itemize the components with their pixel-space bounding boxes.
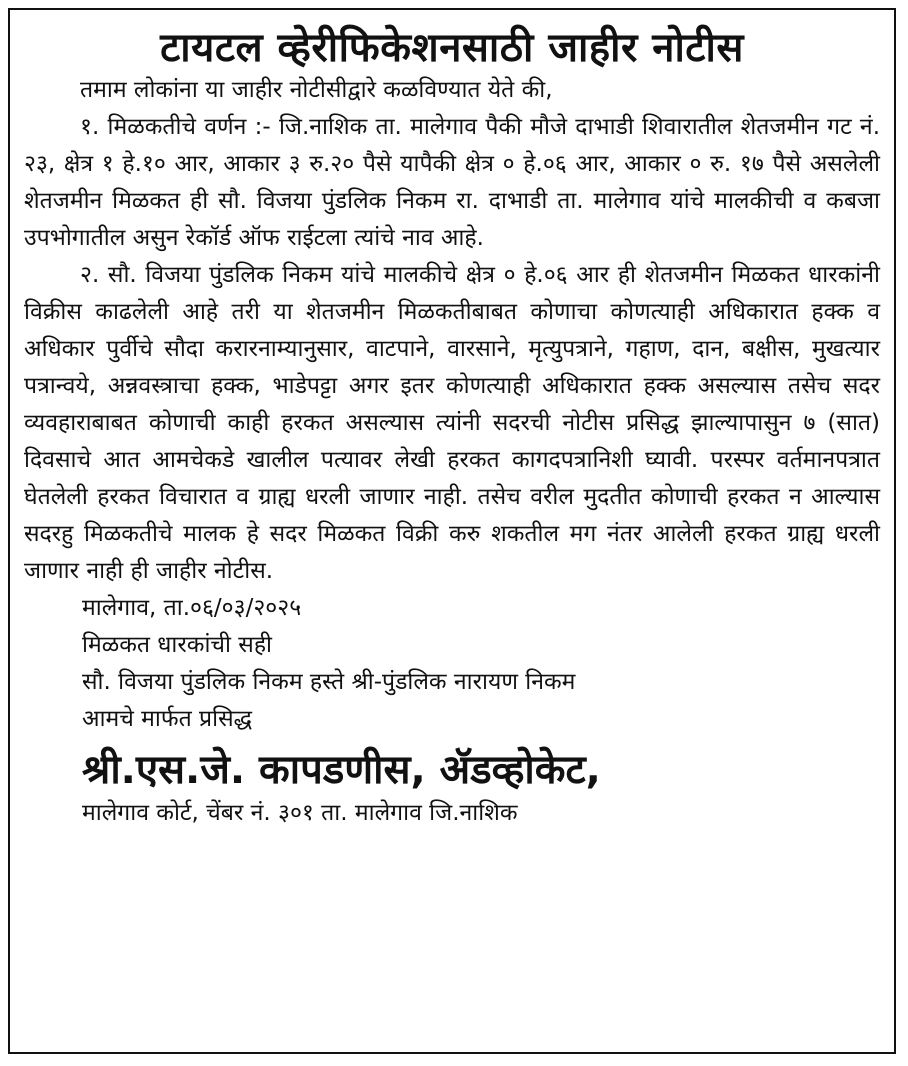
place-date: मालेगाव, ता.०६/०३/२०२५	[82, 595, 302, 621]
public-notice	[8, 8, 896, 1054]
signature-label: मिळकत धारकांची सही	[82, 632, 272, 658]
notice-title: टायटल व्हेरीफिकेशनसाठी जाहीर नोटीस	[160, 25, 744, 71]
advocate-address: मालेगाव कोर्ट, चेंबर नं. ३०१ ता. मालेगाव जि.नाशिक	[82, 800, 518, 826]
published-through: आमचे मार्फत प्रसिद्ध	[82, 706, 253, 732]
advocate-name: श्री.एस.जे. कापडणीस, ॲडव्होकेट,	[82, 747, 601, 793]
notice-intro: तमाम लोकांना या जाहीर नोटीसीद्वारे कळविण्यात येते की,	[80, 77, 553, 103]
property-description-paragraph: १. मिळकतीचे वर्णन :- जि.नाशिक ता. मालेगाव पैकी मौजे दाभाडी शिवारातील शेतजमीन गट नं. २३, क्षेत्र १ हे.१० आर, आकार ३ रु.२० पैसे यापैकी क्षेत्र ० हे.०६ आर, आकार ० रु. १७ पैसे असलेली शेतजमीन मिळकत ही सौ. विजया पुंडलिक निकम रा. दाभाडी ता. मालेगाव यांचे मालकीची व कबजा उपभोगातील असुन रेकॉर्ड ऑफ राईटला त्यांचे नाव आहे.	[24, 114, 880, 251]
signatory: सौ. विजया पुंडलिक निकम हस्ते श्री-पुंडलिक नारायण निकम	[82, 669, 576, 695]
objection-paragraph: २. सौ. विजया पुंडलिक निकम यांचे मालकीचे क्षेत्र ० हे.०६ आर ही शेतजमीन मिळकत धारकांनी विक्रीस काढलेली आहे तरी या शेतजमीन मिळकतीबाबत कोणाचा कोणत्याही अधिकारात हक्क व अधिकार पुर्वीचे सौदा करारनाम्यानुसार, वाटपाने, वारसाने, मृत्युपत्राने, गहाण, दान, बक्षीस, मुखत्यार पत्रान्वये, अन्नवस्त्राचा हक्क, भाडेपट्टा अगर इतर कोणत्याही अधिकारात हक्क असल्यास तसेच सदर व्यवहाराबाबत कोणाची काही हरकत असल्यास त्यांनी सदरची नोटीस प्रसिद्ध झाल्यापासुन ७ (सात) दिवसाचे आत आमचेकडे खालील पत्यावर लेखी हरकत कागदपत्रानिशी घ्यावी. परस्पर वर्तमानपत्रात घेतलेली हरकत विचारात व ग्राह्य धरली जाणार नाही. तसेच वरील मुदतीत कोणाची हरकत न आल्यास सदरहु मिळकतीचे मालक हे सदर मिळकत विक्री करु शकतील मग नंतर आलेली हरकत ग्राह्य धरली जाणार नाही ही जाहीर नोटीस.	[24, 262, 880, 584]
